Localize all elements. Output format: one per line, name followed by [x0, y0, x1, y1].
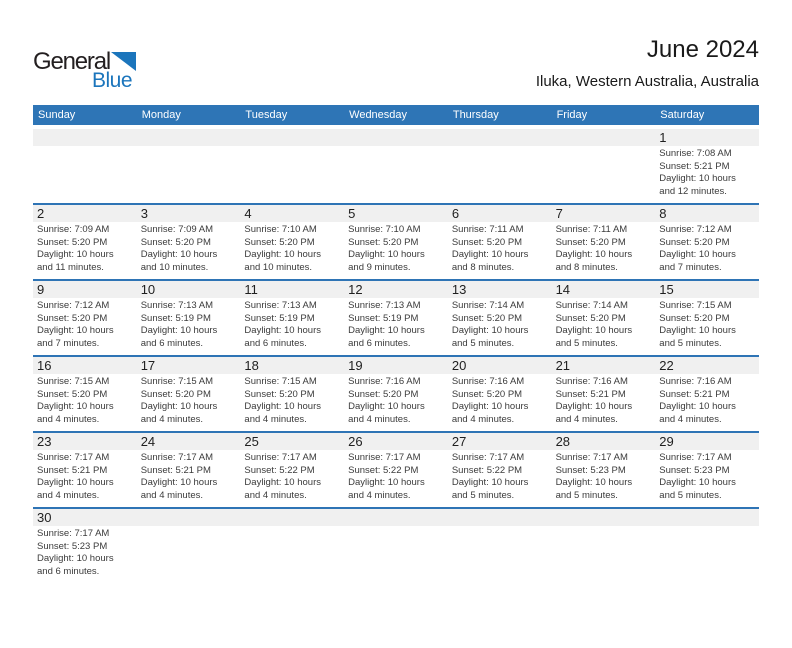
- daylight-line-cont: and 4 minutes.: [451, 413, 515, 425]
- day-details-band: [33, 450, 759, 507]
- weekday-saturday: Saturday: [660, 109, 705, 121]
- sunrise-line: Sunrise: 7:13 AM: [348, 300, 421, 311]
- daylight-line: Daylight: 10 hours: [37, 325, 114, 337]
- day-number-band: [33, 129, 759, 146]
- sunset-line: Sunset: 5:20 PM: [451, 388, 523, 400]
- day-number: 1: [659, 130, 667, 145]
- weekday-header-row: [33, 105, 759, 125]
- sunset-line: Sunset: 5:22 PM: [348, 464, 419, 476]
- day-number: 2: [37, 206, 45, 221]
- daylight-line: Daylight: 10 hours: [348, 401, 425, 413]
- day-number: 9: [37, 282, 45, 297]
- daylight-line-cont: and 9 minutes.: [348, 261, 411, 273]
- day-cell: [552, 450, 656, 505]
- day-cell: [655, 146, 759, 201]
- day-number: [344, 129, 448, 147]
- sunset-line: Sunset: 5:22 PM: [451, 464, 523, 476]
- sunrise-line: Sunrise: 7:13 AM: [244, 300, 317, 311]
- daylight-line: Daylight: 10 hours: [555, 325, 633, 337]
- day-cell: [137, 222, 241, 277]
- day-number: [448, 129, 552, 147]
- day-cell: [552, 146, 656, 201]
- sunset-line: Sunset: 5:19 PM: [140, 312, 211, 324]
- day-details-band: [33, 298, 759, 355]
- day-number-band: [33, 433, 759, 450]
- day-number: 10: [140, 282, 156, 297]
- week-row: [33, 203, 759, 279]
- day-number-band: [33, 281, 759, 298]
- location-subtitle: Iluka, Western Australia, Australia: [535, 72, 759, 90]
- sunrise-line: Sunrise: 7:16 AM: [659, 376, 732, 387]
- daylight-line-cont: and 6 minutes.: [244, 337, 307, 349]
- day-cell: [448, 374, 552, 429]
- daylight-line-cont: and 4 minutes.: [659, 413, 722, 425]
- daylight-line: Daylight: 10 hours: [451, 249, 529, 261]
- day-cell: [344, 526, 448, 581]
- daylight-line: Daylight: 10 hours: [244, 325, 321, 337]
- day-number: [137, 129, 241, 147]
- day-number: 25: [244, 434, 259, 449]
- sunrise-line: Sunrise: 7:08 AM: [659, 148, 732, 159]
- day-cell: [655, 222, 759, 277]
- day-number: 6: [451, 206, 460, 221]
- day-number: [33, 129, 137, 147]
- daylight-line-cont: and 4 minutes.: [140, 489, 204, 501]
- day-number: 22: [659, 358, 674, 373]
- sunset-line: Sunset: 5:19 PM: [244, 312, 315, 324]
- day-cell: [137, 526, 241, 581]
- sunset-line: Sunset: 5:20 PM: [348, 236, 419, 248]
- daylight-line-cont: and 4 minutes.: [348, 489, 411, 501]
- sunset-line: Sunset: 5:21 PM: [140, 464, 211, 476]
- sunset-line: Sunset: 5:20 PM: [37, 312, 108, 324]
- day-cell: [344, 222, 448, 277]
- sunrise-line: Sunrise: 7:17 AM: [555, 452, 628, 463]
- daylight-line: Daylight: 10 hours: [244, 401, 321, 413]
- daylight-line-cont: and 12 minutes.: [659, 185, 727, 197]
- day-cell: [33, 374, 137, 429]
- day-number-band: [33, 357, 759, 374]
- day-number: [552, 509, 656, 527]
- day-number: 4: [244, 206, 252, 221]
- general-blue-logo: [33, 50, 136, 91]
- sunrise-line: Sunrise: 7:17 AM: [451, 452, 525, 463]
- day-number: 12: [348, 282, 363, 297]
- daylight-line: Daylight: 10 hours: [555, 249, 633, 261]
- day-cell: [240, 526, 344, 581]
- weekday-sunday: Sunday: [38, 109, 76, 121]
- sunrise-line: Sunrise: 7:15 AM: [37, 376, 110, 387]
- day-number: 29: [659, 434, 674, 449]
- day-cell: [552, 298, 656, 353]
- sunset-line: Sunset: 5:20 PM: [244, 388, 315, 400]
- day-number: 15: [659, 282, 674, 297]
- daylight-line: Daylight: 10 hours: [244, 477, 321, 489]
- day-number: 27: [451, 434, 467, 449]
- daylight-line-cont: and 5 minutes.: [659, 337, 722, 349]
- sunrise-line: Sunrise: 7:16 AM: [451, 376, 525, 387]
- day-cell: [552, 526, 656, 581]
- sunrise-line: Sunrise: 7:11 AM: [451, 224, 524, 235]
- sunrise-line: Sunrise: 7:10 AM: [348, 224, 421, 235]
- sunrise-line: Sunrise: 7:17 AM: [37, 528, 110, 539]
- calendar-page: [0, 36, 792, 583]
- calendar-table: [33, 105, 759, 583]
- sunset-line: Sunset: 5:20 PM: [659, 312, 730, 324]
- daylight-line-cont: and 4 minutes.: [555, 413, 618, 425]
- day-cell: [240, 374, 344, 429]
- daylight-line-cont: and 10 minutes.: [140, 261, 209, 273]
- sunrise-line: Sunrise: 7:16 AM: [348, 376, 421, 387]
- sunset-line: Sunset: 5:21 PM: [659, 160, 730, 172]
- day-cell: [552, 222, 656, 277]
- sunset-line: Sunset: 5:23 PM: [37, 540, 108, 552]
- daylight-line: Daylight: 10 hours: [348, 477, 425, 489]
- day-number: 13: [451, 282, 467, 297]
- day-number: 21: [555, 358, 571, 373]
- week-row: [33, 355, 759, 431]
- day-cell: [137, 298, 241, 353]
- sunrise-line: Sunrise: 7:09 AM: [140, 224, 214, 235]
- sunset-line: Sunset: 5:22 PM: [244, 464, 315, 476]
- daylight-line-cont: and 6 minutes.: [140, 337, 204, 349]
- day-cell: [344, 374, 448, 429]
- sunrise-line: Sunrise: 7:15 AM: [659, 300, 732, 311]
- logo-text-general: General: [33, 48, 110, 75]
- sunset-line: Sunset: 5:20 PM: [451, 236, 523, 248]
- day-cell: [344, 450, 448, 505]
- day-cell: [137, 374, 241, 429]
- day-number: [552, 129, 656, 147]
- day-number: 19: [348, 358, 363, 373]
- day-details-band: [33, 526, 759, 583]
- weekday-tuesday: Tuesday: [245, 109, 288, 121]
- sunrise-line: Sunrise: 7:10 AM: [244, 224, 317, 235]
- day-details-band: [33, 222, 759, 279]
- daylight-line: Daylight: 10 hours: [140, 477, 218, 489]
- daylight-line: Daylight: 10 hours: [140, 325, 218, 337]
- weekday-wednesday: Wednesday: [349, 109, 408, 121]
- day-number: 11: [244, 282, 258, 297]
- daylight-line-cont: and 7 minutes.: [659, 261, 722, 273]
- daylight-line-cont: and 4 minutes.: [244, 413, 307, 425]
- day-number: 5: [348, 206, 356, 221]
- sunset-line: Sunset: 5:20 PM: [659, 236, 730, 248]
- day-number: 16: [37, 358, 52, 373]
- daylight-line: Daylight: 10 hours: [451, 401, 529, 413]
- day-cell: [448, 222, 552, 277]
- day-cell: [33, 450, 137, 505]
- day-number: 3: [140, 206, 148, 221]
- sunset-line: Sunset: 5:23 PM: [659, 464, 730, 476]
- week-row: [33, 279, 759, 355]
- daylight-line: Daylight: 10 hours: [37, 401, 114, 413]
- page-title: June 2024: [646, 36, 759, 63]
- day-number: 23: [37, 434, 52, 449]
- sunset-line: Sunset: 5:21 PM: [659, 388, 730, 400]
- daylight-line: Daylight: 10 hours: [555, 401, 633, 413]
- daylight-line-cont: and 8 minutes.: [555, 261, 618, 273]
- sunset-line: Sunset: 5:21 PM: [555, 388, 626, 400]
- day-cell: [344, 146, 448, 201]
- daylight-line-cont: and 5 minutes.: [451, 337, 515, 349]
- daylight-line-cont: and 5 minutes.: [555, 337, 618, 349]
- daylight-line-cont: and 5 minutes.: [555, 489, 618, 501]
- day-cell: [240, 146, 344, 201]
- day-number: [240, 509, 344, 527]
- daylight-line: Daylight: 10 hours: [37, 249, 114, 261]
- day-cell: [33, 298, 137, 353]
- daylight-line-cont: and 5 minutes.: [659, 489, 722, 501]
- week-row: [33, 431, 759, 507]
- day-number: 14: [555, 282, 571, 297]
- weekday-friday: Friday: [556, 109, 588, 121]
- day-cell: [448, 526, 552, 581]
- sunset-line: Sunset: 5:20 PM: [555, 236, 626, 248]
- daylight-line: Daylight: 10 hours: [659, 401, 736, 413]
- sunrise-line: Sunrise: 7:16 AM: [555, 376, 628, 387]
- daylight-line: Daylight: 10 hours: [37, 553, 114, 565]
- daylight-line-cont: and 8 minutes.: [451, 261, 515, 273]
- day-cell: [655, 298, 759, 353]
- day-number-band: [33, 205, 759, 222]
- sunrise-line: Sunrise: 7:17 AM: [140, 452, 214, 463]
- daylight-line: Daylight: 10 hours: [451, 477, 529, 489]
- daylight-line-cont: and 4 minutes.: [244, 489, 307, 501]
- sunrise-line: Sunrise: 7:14 AM: [555, 300, 628, 311]
- calendar-weeks: [33, 129, 759, 583]
- sunset-line: Sunset: 5:20 PM: [37, 236, 108, 248]
- week-row: [33, 129, 759, 203]
- sunset-line: Sunset: 5:23 PM: [555, 464, 626, 476]
- sunrise-line: Sunrise: 7:09 AM: [37, 224, 110, 235]
- daylight-line-cont: and 4 minutes.: [140, 413, 204, 425]
- day-number: 8: [659, 206, 667, 221]
- sunrise-line: Sunrise: 7:14 AM: [451, 300, 525, 311]
- daylight-line: Daylight: 10 hours: [451, 325, 529, 337]
- sunrise-line: Sunrise: 7:17 AM: [244, 452, 317, 463]
- day-cell: [655, 526, 759, 581]
- daylight-line: Daylight: 10 hours: [659, 249, 736, 261]
- sunrise-line: Sunrise: 7:15 AM: [244, 376, 317, 387]
- title-block: [536, 36, 759, 91]
- daylight-line-cont: and 7 minutes.: [37, 337, 100, 349]
- sunrise-line: Sunrise: 7:12 AM: [37, 300, 110, 311]
- daylight-line: Daylight: 10 hours: [348, 249, 425, 261]
- day-cell: [137, 450, 241, 505]
- day-number: 7: [555, 206, 563, 221]
- daylight-line-cont: and 10 minutes.: [244, 261, 313, 273]
- daylight-line: Daylight: 10 hours: [659, 325, 736, 337]
- day-cell: [137, 146, 241, 201]
- sunset-line: Sunset: 5:20 PM: [140, 388, 211, 400]
- day-number: 30: [37, 510, 52, 525]
- sunset-line: Sunset: 5:20 PM: [37, 388, 108, 400]
- sunset-line: Sunset: 5:21 PM: [37, 464, 108, 476]
- daylight-line-cont: and 4 minutes.: [37, 489, 100, 501]
- day-cell: [655, 450, 759, 505]
- weekday-thursday: Thursday: [452, 109, 499, 121]
- daylight-line: Daylight: 10 hours: [140, 401, 218, 413]
- day-number: 26: [348, 434, 363, 449]
- daylight-line: Daylight: 10 hours: [659, 477, 736, 489]
- day-cell: [448, 298, 552, 353]
- sunset-line: Sunset: 5:20 PM: [348, 388, 419, 400]
- week-row: [33, 507, 759, 583]
- day-cell: [240, 450, 344, 505]
- day-number: 24: [140, 434, 156, 449]
- daylight-line: Daylight: 10 hours: [140, 249, 218, 261]
- weekday-monday: Monday: [141, 109, 181, 121]
- daylight-line: Daylight: 10 hours: [348, 325, 425, 337]
- day-number: 18: [244, 358, 259, 373]
- sunrise-line: Sunrise: 7:17 AM: [37, 452, 110, 463]
- day-cell: [240, 298, 344, 353]
- daylight-line-cont: and 4 minutes.: [37, 413, 100, 425]
- daylight-line: Daylight: 10 hours: [244, 249, 321, 261]
- day-number: 28: [555, 434, 571, 449]
- day-cell: [33, 222, 137, 277]
- daylight-line-cont: and 6 minutes.: [348, 337, 411, 349]
- daylight-line: Daylight: 10 hours: [659, 173, 736, 185]
- day-cell: [448, 146, 552, 201]
- sunrise-line: Sunrise: 7:12 AM: [659, 224, 732, 235]
- daylight-line-cont: and 4 minutes.: [348, 413, 411, 425]
- sunrise-line: Sunrise: 7:15 AM: [140, 376, 214, 387]
- sunset-line: Sunset: 5:20 PM: [555, 312, 626, 324]
- day-number: [137, 509, 241, 527]
- day-number: [344, 509, 448, 527]
- day-cell: [240, 222, 344, 277]
- day-number: [655, 509, 759, 527]
- day-number: 17: [140, 358, 156, 373]
- daylight-line: Daylight: 10 hours: [555, 477, 633, 489]
- day-number: 20: [451, 358, 467, 373]
- day-cell: [655, 374, 759, 429]
- day-details-band: [33, 374, 759, 431]
- sunset-line: Sunset: 5:20 PM: [244, 236, 315, 248]
- day-details-band: [33, 146, 759, 203]
- logo-text-blue: Blue: [92, 69, 133, 92]
- sunset-line: Sunset: 5:20 PM: [451, 312, 523, 324]
- sunset-line: Sunset: 5:19 PM: [348, 312, 419, 324]
- day-cell: [344, 298, 448, 353]
- sunrise-line: Sunrise: 7:13 AM: [140, 300, 214, 311]
- page-header: [33, 36, 759, 91]
- day-number-band: [33, 509, 759, 526]
- daylight-line-cont: and 6 minutes.: [37, 565, 100, 577]
- sunrise-line: Sunrise: 7:11 AM: [555, 224, 628, 235]
- day-cell: [33, 526, 137, 581]
- day-cell: [448, 450, 552, 505]
- day-number: [448, 509, 552, 527]
- sunrise-line: Sunrise: 7:17 AM: [659, 452, 732, 463]
- sunset-line: Sunset: 5:20 PM: [140, 236, 211, 248]
- daylight-line-cont: and 11 minutes.: [37, 261, 104, 273]
- day-cell: [33, 146, 137, 201]
- sunrise-line: Sunrise: 7:17 AM: [348, 452, 421, 463]
- daylight-line: Daylight: 10 hours: [37, 477, 114, 489]
- day-number: [240, 129, 344, 147]
- daylight-line-cont: and 5 minutes.: [451, 489, 515, 501]
- day-cell: [552, 374, 656, 429]
